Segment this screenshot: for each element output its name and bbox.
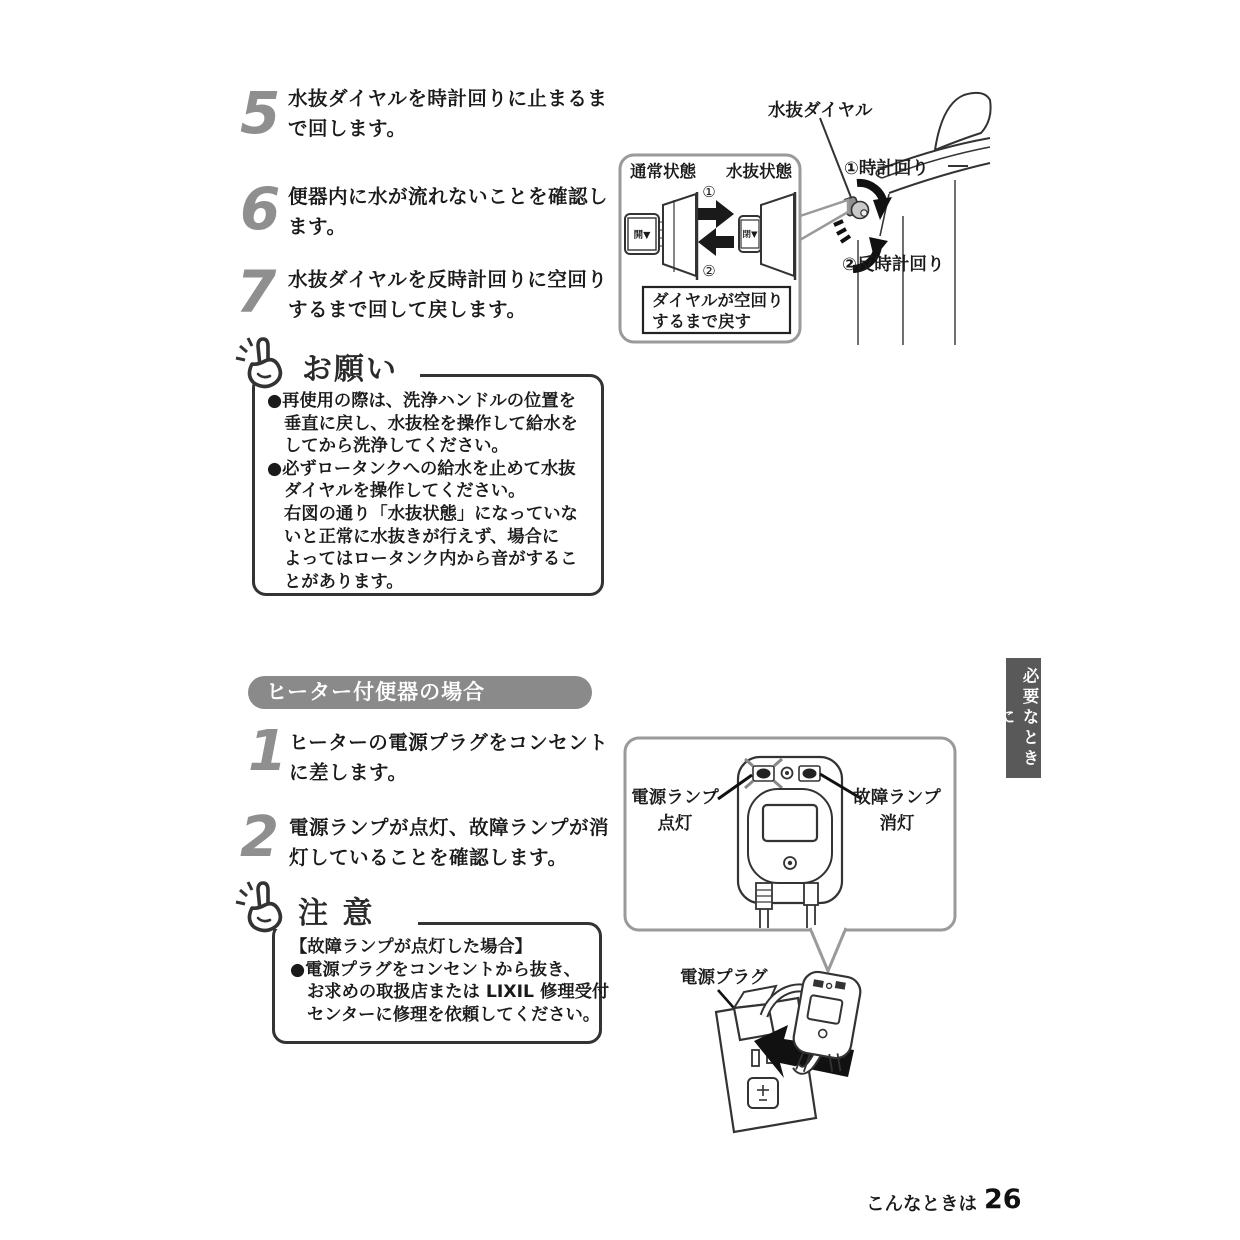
step-line: 便器内に水が流れないことを確認し xyxy=(288,185,609,208)
side-tab-hitsuyou: 必要なときに xyxy=(1006,658,1041,778)
note-line: ダイヤルを操作してください。 xyxy=(284,481,526,502)
onegai-text xyxy=(267,390,578,593)
chui-title: 注 意 xyxy=(298,896,375,931)
step-text xyxy=(288,182,608,241)
dial-open-mark: 開▼ xyxy=(633,230,651,241)
step-line: 水抜ダイヤルを時計回りに止まるま xyxy=(288,87,608,110)
plug-label: 電源プラグ xyxy=(680,968,768,988)
fault-lamp xyxy=(803,769,817,779)
step-line: 電源ランプが点灯、故障ランプが消 xyxy=(289,816,610,839)
step-number: 7 xyxy=(236,258,277,326)
note-line: 【故障ランプが点灯した場合】 xyxy=(290,937,532,957)
heater-section-header: ヒーター付便器の場合 xyxy=(248,676,592,709)
step-text xyxy=(289,728,608,787)
step-line: 灯していることを確認します。 xyxy=(289,845,568,869)
dial-note-line: するまで戻す xyxy=(652,312,751,331)
dial-closed-mark: 閉▼ xyxy=(742,230,758,240)
note-line: センターに修理を依頼してください。 xyxy=(307,1004,601,1025)
note-line: ●必ずロータンクへの給水を止めて水抜 xyxy=(267,458,576,479)
step-number: 6 xyxy=(240,175,281,243)
step-line: ます。 xyxy=(288,214,347,238)
note-line: いと正常に水抜きが行えず、場合に xyxy=(284,526,560,547)
drain-dial-diagram xyxy=(612,88,1004,352)
step-line: するまで回して戻します。 xyxy=(288,297,527,321)
drain-dial-label: 水抜ダイヤル xyxy=(768,101,873,121)
pointing-hand-icon xyxy=(232,878,294,936)
pointing-hand-icon xyxy=(232,334,294,392)
note-line: してから洗浄してください。 xyxy=(284,436,509,457)
step-line: で回します。 xyxy=(288,116,407,140)
power-lamp xyxy=(757,769,771,779)
arrow1-number: ① xyxy=(702,183,716,201)
state-drain-label: 水抜状態 xyxy=(726,162,792,181)
label-line: 故障ランプ xyxy=(853,788,941,808)
step-text xyxy=(289,813,609,872)
step-line: に差します。 xyxy=(289,760,408,784)
page-number: 26 xyxy=(984,1184,1022,1215)
note-line: 垂直に戻し、水抜栓を操作して給水を xyxy=(284,413,578,434)
arrow2-number: ② xyxy=(702,262,716,280)
footer-section-name: こんなときは xyxy=(866,1194,978,1215)
clockwise-label: ①時計回り xyxy=(844,159,929,179)
note-line: ●再使用の際は、洗浄ハンドルの位置を xyxy=(267,391,576,411)
label-line: 電源ランプ xyxy=(631,788,719,808)
note-line: お求めの取扱店または LIXIL 修理受付 xyxy=(307,982,610,1003)
label-line: 点灯 xyxy=(657,814,693,834)
counterclockwise-label: ②反時計回り xyxy=(842,255,945,275)
controller-display xyxy=(763,805,817,841)
step-number: 5 xyxy=(240,79,281,147)
note-line: ●電源プラグをコンセントから抜き、 xyxy=(290,959,581,980)
chui-text xyxy=(290,936,609,1026)
step-text xyxy=(288,265,607,324)
step-number: 2 xyxy=(240,805,279,870)
note-line: 右図の通り「水抜状態」になっていな xyxy=(284,503,578,524)
note-line: とがあります。 xyxy=(284,571,404,592)
label-line: 消灯 xyxy=(879,814,915,834)
onegai-title: お願い xyxy=(302,352,398,387)
dial-note-line: ダイヤルが空回り xyxy=(652,291,784,310)
note-line: よってはロータンク内から音がするこ xyxy=(284,549,578,570)
state-normal-label: 通常状態 xyxy=(630,162,696,181)
step-line: 水抜ダイヤルを反時計回りに空回り xyxy=(288,268,608,291)
step-line: ヒーターの電源プラグをコンセント xyxy=(289,731,609,754)
fault-lamp-label xyxy=(850,785,944,837)
step-text xyxy=(288,84,607,143)
power-lamp-label xyxy=(628,785,722,837)
step-number: 1 xyxy=(248,719,287,784)
